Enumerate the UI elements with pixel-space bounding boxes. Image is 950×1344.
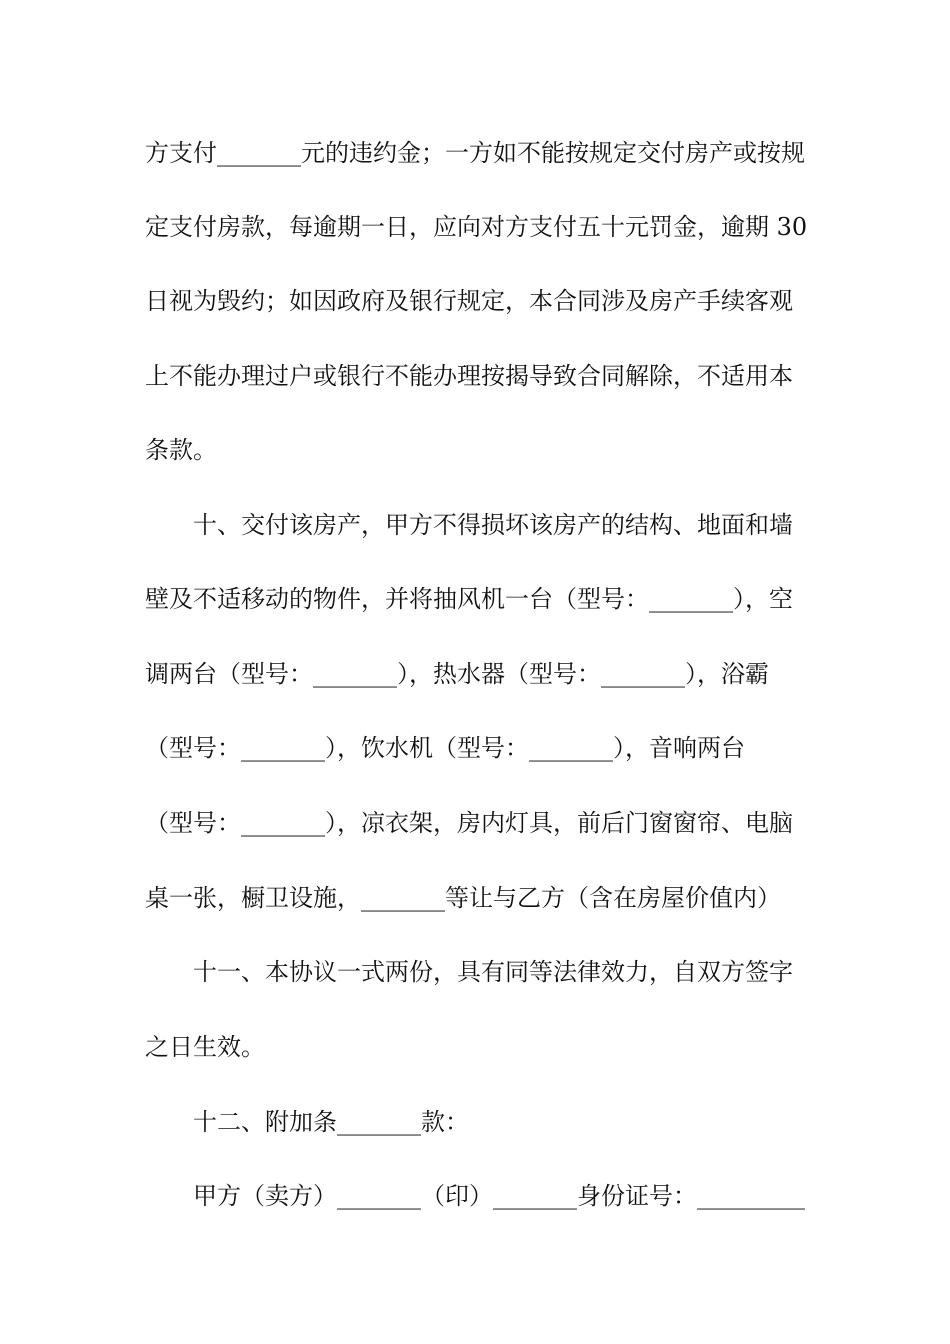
text-line: 上不能办理过户或银行不能办理按揭导致合同解除，不适用本 bbox=[145, 362, 793, 390]
clause-twelve: 十二、附加条_______款： bbox=[193, 1108, 469, 1136]
text-line: 条款。 bbox=[145, 436, 217, 464]
text-line: 壁及不适移动的物件，并将抽风机一台（型号：_______），空 bbox=[145, 585, 793, 613]
text-line: 桌一张，橱卫设施，_______等让与乙方（含在房屋价值内） bbox=[145, 884, 781, 912]
clause-ten: 十、交付该房产，甲方不得损坏该房产的结构、地面和墙 bbox=[193, 511, 793, 539]
signature-line-party-a: 甲方（卖方）_______（印）_______身份证号：_________ bbox=[193, 1182, 805, 1210]
text-line: （型号：_______），凉衣架，房内灯具，前后门窗窗帘、电脑 bbox=[145, 809, 793, 837]
text-line: 定支付房款，每逾期一日，应向对方支付五十元罚金，逾期 30 bbox=[145, 213, 808, 241]
text-line: （型号：_______），饮水机（型号：_______），音响两台 bbox=[145, 734, 745, 762]
clause-eleven: 十一、本协议一式两份，具有同等法律效力，自双方签字 bbox=[193, 958, 793, 986]
text-line: 调两台（型号：_______），热水器（型号：_______），浴霸 bbox=[145, 660, 769, 688]
text-line: 日视为毁约；如因政府及银行规定，本合同涉及房产手续客观 bbox=[145, 287, 793, 315]
text-line: 之日生效。 bbox=[145, 1033, 265, 1061]
text-line: 方支付_______元的违约金；一方如不能按规定交付房产或按规 bbox=[145, 139, 805, 167]
